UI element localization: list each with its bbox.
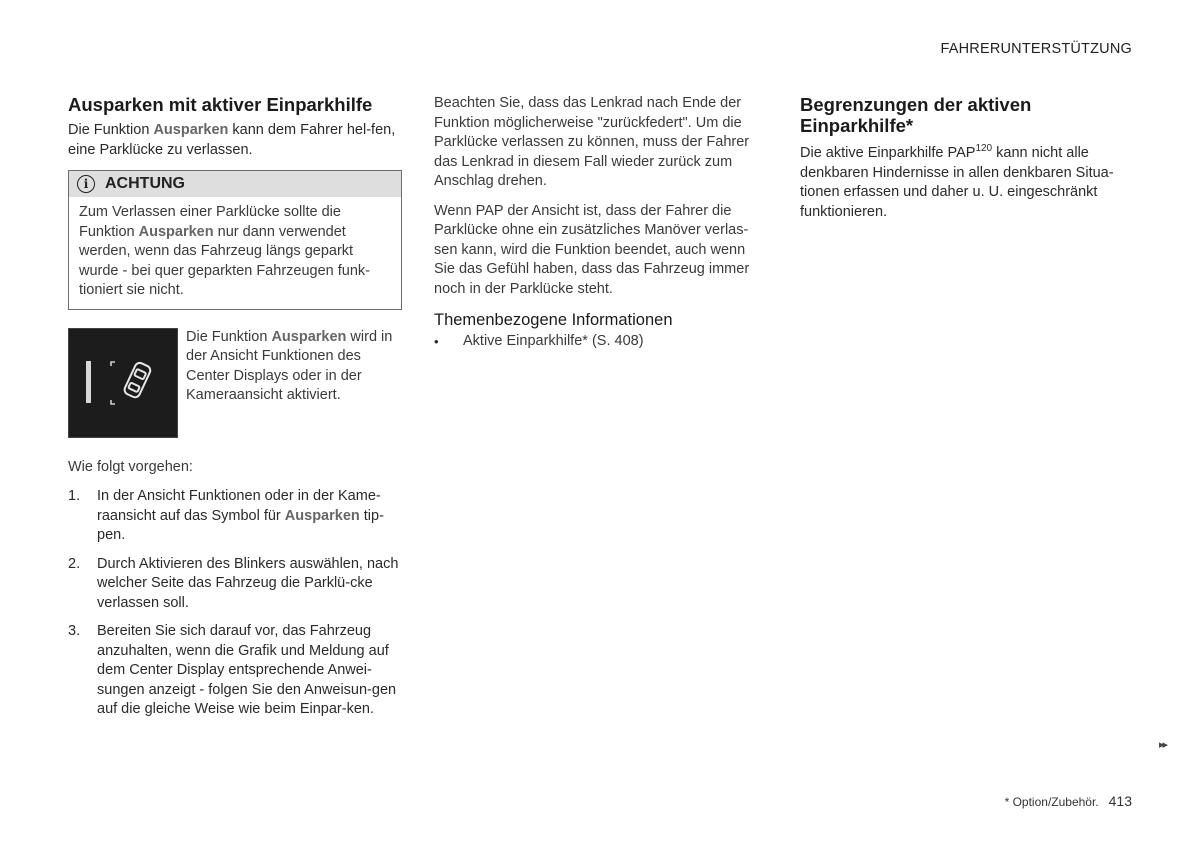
intro-paragraph: [68, 121, 402, 160]
step-item: [68, 487, 402, 546]
step-text-start: In der Ansicht Funktionen oder in der Kame-raansicht auf das Symbol für: [97, 488, 381, 524]
pap-end-paragraph: Wenn PAP der Ansicht ist, dass der Fahrer die Parklücke ohne ein zusätzliches Manöver verlas-sen kann, wird die Funktion beendet, auch wenn Sie das Gefühl haben, dass das Fahrzeug immer noch in der Parklücke steht.: [434, 202, 750, 297]
warning-box: [68, 170, 402, 310]
info-icon: i: [77, 175, 95, 193]
column-left: [68, 94, 402, 729]
limitations-text-end: kann nicht alle denkbaren Hindernisse in allen denkbaren Situa-tionen erfassen und daher u. U. eingeschränkt funktionieren.: [800, 145, 1114, 220]
bullet-icon: •: [434, 334, 439, 349]
step-item: [68, 555, 402, 614]
column-middle: [434, 94, 760, 352]
intro-text: Die Funktion: [68, 122, 154, 138]
section-heading-limitations: Begrenzungen der aktiven Einparkhilfe*: [800, 94, 1032, 136]
warning-title: ACHTUNG: [105, 175, 185, 193]
caption-text: Die Funktion: [186, 328, 272, 345]
keyword-ausparken: Ausparken: [153, 122, 229, 138]
limitations-paragraph: [800, 144, 1136, 222]
keyword-ausparken: Ausparken: [284, 507, 360, 524]
warning-text: Zum Verlassen einer Parklücke sollte die Funktion: [79, 204, 341, 240]
footnote-ref: 120: [975, 143, 993, 155]
keyword-ausparken: Ausparken: [271, 328, 347, 345]
step-text: Bereiten Sie sich darauf vor, das Fahrzeug anzuhalten, wenn die Grafik und Meldung auf dem Center Display entsprechende Anwei-sungen anzeigt - folgen Sie den Anweisun-gen auf die gleiche Weise wie beim Einpar-ken.: [97, 623, 397, 717]
warning-body: [69, 197, 401, 309]
procedure-intro: Wie folgt vorgehen:: [68, 458, 193, 475]
step-text: [97, 487, 402, 546]
section-title: FAHRERUNTERSTÜTZUNG: [940, 41, 1132, 57]
step-item: [68, 622, 402, 720]
warning-text-end: nur dann verwendet werden, wenn das Fahrzeug längs geparkt wurde - bei quer geparkten Fahrzeugen funk-tioniert sie nicht.: [79, 223, 370, 298]
park-out-car-icon: [69, 329, 177, 437]
related-info-heading: Themenbezogene Informationen: [434, 311, 673, 329]
figure-row: [68, 328, 402, 438]
limitations-text: Die aktive Einparkhilfe PAP: [800, 145, 976, 161]
related-link-text[interactable]: Aktive Einparkhilfe* (S. 408): [463, 333, 644, 349]
option-footnote: * Option/Zubehör.: [1004, 795, 1099, 809]
section-heading-ausparken: Ausparken mit aktiver Einparkhilfe: [68, 94, 373, 115]
step-number: 2.: [68, 555, 81, 572]
related-link-item[interactable]: [434, 332, 760, 352]
step-text-end: tip-pen.: [97, 507, 384, 543]
page-number: 413: [1108, 793, 1132, 809]
park-out-symbol-image: [68, 328, 178, 438]
figure-caption: [186, 328, 402, 438]
keyword-ausparken: Ausparken: [138, 223, 214, 240]
continue-arrow-icon: ▸▸: [1158, 739, 1166, 751]
caption-text-end: wird in der Ansicht Funktionen des Center Displays oder in der Kameraansicht aktiviert.: [186, 328, 393, 403]
page-footer: [1005, 792, 1132, 813]
step-number: 1.: [68, 488, 81, 504]
steering-note-paragraph: Beachten Sie, dass das Lenkrad nach Ende der Funktion möglicherweise "zurückfedert". Um die Parklücke verlassen zu können, muss der Fahrer das Lenkrad in diesem Fall wieder zurück zum Anschlag drehen.: [434, 95, 750, 189]
step-text: Durch Aktivieren des Blinkers auswählen, nach welcher Seite das Fahrzeug die Parklü-cke verlassen soll.: [97, 555, 399, 611]
warning-header: [69, 171, 401, 197]
intro-text-end: kann dem Fahrer hel-fen, eine Parklücke zu verlassen.: [68, 122, 396, 158]
procedure-steps: [68, 487, 402, 720]
step-number: 3.: [68, 623, 81, 639]
column-right: [800, 94, 1136, 232]
